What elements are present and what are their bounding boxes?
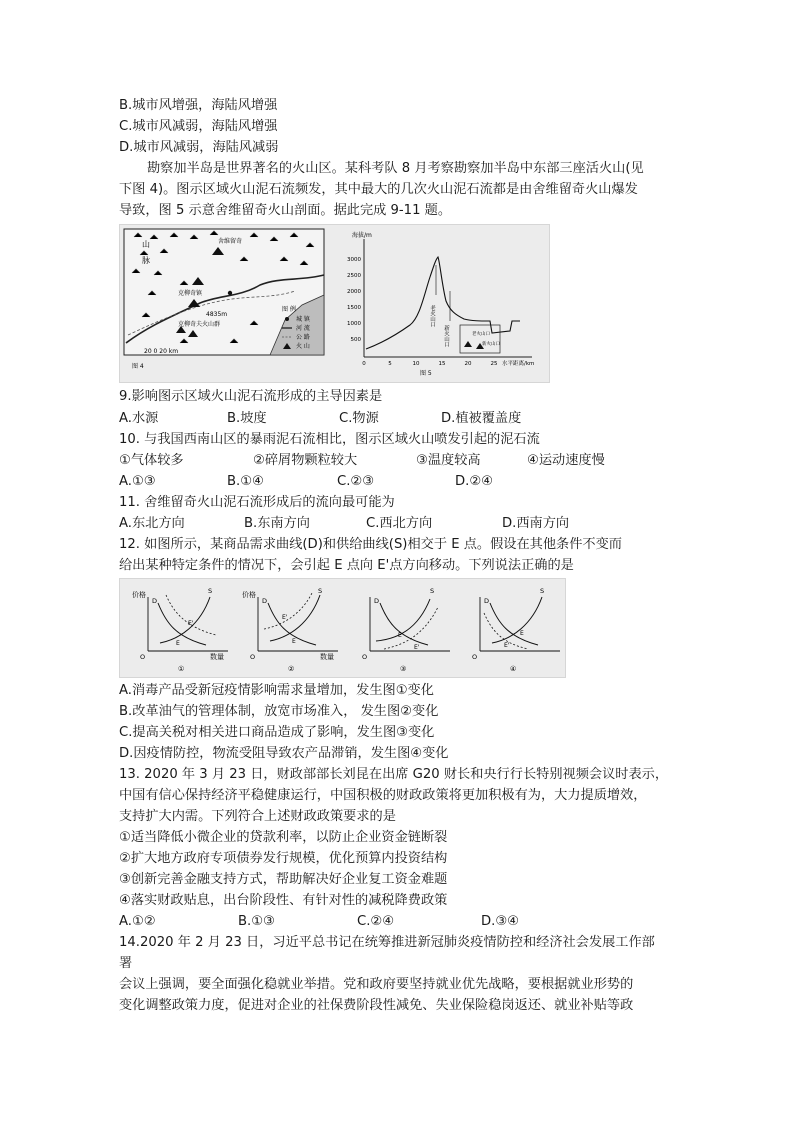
option-d: D.城市风减弱，海陆风减弱 — [119, 140, 279, 155]
q10-statement-1: ①气体较多 — [119, 453, 184, 468]
q11-option-b: B.东南方向 — [244, 516, 310, 531]
profile-ytick: 3000 — [347, 257, 361, 263]
map-label-height: 4835m — [206, 311, 228, 318]
chart-number-4: ④ — [510, 665, 517, 673]
origin-label: O — [140, 653, 146, 661]
legend-title: 图 例 — [282, 306, 296, 313]
profile-label-new: 新火山口 — [443, 325, 449, 347]
q10-statement-3: ③温度较高 — [416, 453, 481, 468]
e-label: E — [520, 630, 524, 637]
option-b: B.城市风增强，海陆风增强 — [119, 98, 278, 113]
profile-xticks — [362, 361, 498, 367]
d-label: D — [484, 597, 490, 605]
q9-option-c: C.物源 — [339, 411, 379, 426]
e-prime-label: E' — [188, 620, 194, 627]
supply-demand-svg — [120, 579, 565, 677]
option-c: C.城市风减弱，海陆风增强 — [119, 119, 278, 134]
profile-xtick: 20 — [464, 361, 472, 367]
e-prime-label: E' — [504, 642, 510, 649]
map-label-village: 克柳奇镇 — [178, 290, 203, 297]
demand-curve — [158, 603, 206, 645]
q14-stem-1: 14.2020 年 2 月 23 日，习近平总书记在统筹推进新冠肺炎疫情防控和经济社会发展工作部 — [119, 935, 655, 950]
q9-option-b: B.坡度 — [227, 411, 267, 426]
intro-line-3: 导致，图 5 示意舍维留奇火山剖面。据此完成 9-11 题。 — [119, 203, 452, 218]
q12-option-c: C.提高关税对相关进口商品造成了影响，发生图③变化 — [119, 725, 435, 740]
map-scale: 20 0 20 km — [144, 348, 179, 355]
e-label: E — [176, 640, 180, 647]
map-figure-4 — [124, 229, 324, 370]
origin-label: O — [472, 653, 478, 661]
quantity-label: 数量 — [320, 653, 334, 661]
q12-option-b: B.改革油气的管理体制，放宽市场准入， 发生图②变化 — [119, 704, 439, 719]
profile-xtick: 10 — [412, 361, 420, 367]
q10-option-d: D.②④ — [455, 474, 493, 489]
origin-label: O — [362, 653, 368, 661]
intro-line-2: 下图 4)。图示区域火山泥石流频发，其中最大的几次火山泥石流都是由舍维留奇火山爆发 — [119, 182, 638, 197]
chart-number-1: ① — [178, 665, 185, 673]
sd-chart-1 — [132, 587, 228, 673]
q12-option-a: A.消毒产品受新冠疫情影响需求量增加，发生图①变化 — [119, 683, 434, 698]
supply-curve — [160, 597, 210, 643]
q11-option-d: D.西南方向 — [502, 516, 570, 531]
profile-ytick: 500 — [350, 337, 361, 343]
q13-stem-1: 13. 2020 年 3 月 23 日，财政部部长刘昆在出席 G20 财长和央行行长特别视频会议时表示， — [119, 767, 669, 782]
map-label-volcano-b: 克柳奇夫火山群 — [178, 321, 221, 328]
q11-option-a: A.东北方向 — [119, 516, 185, 531]
profile-xtick: 5 — [388, 361, 392, 367]
figure-4-5 — [119, 224, 550, 383]
demand-curve — [490, 603, 538, 645]
profile-yticks — [347, 257, 361, 343]
profile-xtick: 0 — [362, 361, 366, 367]
profile-xtick: 15 — [438, 361, 446, 367]
q14-stem-2: 署 — [119, 956, 133, 971]
d-label: D — [152, 597, 158, 605]
q10-statement-2: ②碎屑物颗粒较大 — [253, 453, 358, 468]
s-label: S — [430, 587, 435, 595]
q9-stem: 9.影响图示区域火山泥石流形成的主导因素是 — [119, 389, 383, 404]
d-label: D — [262, 597, 268, 605]
q13-option-a: A.①② — [119, 914, 156, 929]
q10-option-c: C.②③ — [337, 474, 375, 489]
q13-statement-3: ③创新完善金融支持方式，帮助解决好企业复工资金难题 — [119, 872, 448, 887]
q13-statement-2: ②扩大地方政府专项债券发行规模，优化预算内投资结构 — [119, 851, 448, 866]
town-icon — [228, 291, 232, 295]
legend-item: 公 路 — [296, 334, 310, 341]
volcano-icon — [464, 341, 472, 347]
q13-stem-3: 支持扩大内需。下列符合上述财政政策要求的是 — [119, 809, 396, 824]
q10-option-a: A.①③ — [119, 474, 156, 489]
price-label: 价格 — [132, 591, 146, 599]
q11-stem: 11. 舍维留奇火山泥石流形成后的流向最可能为 — [119, 495, 395, 510]
q11-option-c: C.西北方向 — [366, 516, 433, 531]
profile-label-old: 老火山口 — [429, 305, 435, 327]
price-label: 价格 — [242, 591, 256, 599]
profile-ytick: 2500 — [347, 273, 361, 279]
supply-demand-figure — [119, 578, 566, 678]
map-title: 图 4 — [132, 363, 144, 370]
legend-town-icon — [285, 317, 289, 321]
e-label: E — [292, 638, 296, 645]
q13-stem-2: 中国有信心保持经济平稳健康运行，中国积极的财政政策将更加积极有为，大力提质增效， — [119, 788, 647, 803]
quantity-label: 数量 — [210, 653, 224, 661]
s-label: S — [318, 587, 323, 595]
profile-title: 图 5 — [420, 370, 432, 377]
map-label-ridge: 脉 — [142, 256, 150, 265]
profile-figure-5 — [347, 231, 534, 377]
q13-statement-4: ④落实财政贴息，出台阶段性、有针对性的减税降费政策 — [119, 893, 448, 908]
profile-xtick: 25 — [490, 361, 498, 367]
chart-number-3: ③ — [400, 665, 407, 673]
q12-stem-1: 12. 如图所示，某商品需求曲线(D)和供给曲线(S)相交于 E 点。假设在其他条件不变而 — [119, 537, 622, 552]
origin-label: O — [250, 653, 256, 661]
inset-label-new: 新火山口 — [482, 342, 500, 347]
q13-option-c: C.②④ — [357, 914, 395, 929]
e-prime-label: E' — [414, 644, 420, 651]
sd-chart-2 — [242, 587, 338, 673]
intro-line-1: 勘察加半岛是世界著名的火山区。某科考队 8 月考察勘察加半岛中东部三座活火山(见 — [147, 161, 644, 176]
map-label-volcano-a: 舍维留奇 — [218, 238, 243, 245]
supply-curve — [270, 595, 320, 641]
q10-option-b: B.①④ — [227, 474, 264, 489]
profile-ytick: 1000 — [347, 321, 361, 327]
supply-curve-shifted — [384, 607, 438, 649]
sd-chart-4 — [472, 587, 560, 673]
q13-option-b: B.①③ — [238, 914, 275, 929]
q12-option-d: D.因疫情防控，物流受阻导致农产品滞销，发生图④变化 — [119, 746, 449, 761]
q14-stem-4: 变化调整政策力度，促进对企业的社保费阶段性减免、失业保险稳岗返还、就业补贴等政 — [119, 998, 634, 1013]
q10-stem: 10. 与我国西南山区的暴雨泥石流相比，图示区域火山喷发引起的泥石流 — [119, 432, 540, 447]
supply-curve — [492, 597, 542, 643]
chart-number-2: ② — [288, 665, 295, 673]
q13-statement-1: ①适当降低小微企业的贷款利率，以防止企业资金链断裂 — [119, 830, 448, 845]
q12-stem-2: 给出某种特定条件的情况下，会引起 E 点向 E'点方向移动。下列说法正确的是 — [119, 558, 574, 573]
legend-item: 城 镇 — [296, 316, 310, 323]
q13-option-d: D.③④ — [481, 914, 519, 929]
q10-statement-4: ④运动速度慢 — [527, 453, 605, 468]
profile-xlabel: 水平距离/km — [502, 361, 535, 367]
inset-label-old: 老火山口 — [472, 332, 490, 337]
e-prime-label: E' — [282, 614, 288, 621]
s-label: S — [540, 587, 545, 595]
figure-4-5-svg — [120, 225, 549, 382]
q9-option-a: A.水源 — [119, 411, 159, 426]
q14-stem-3: 会议上强调，要全面强化稳就业举措。党和政府要坚持就业优先战略，要根据就业形势的 — [119, 977, 634, 992]
s-label: S — [208, 587, 213, 595]
legend-item: 河 流 — [296, 325, 310, 332]
profile-ytick: 2000 — [347, 289, 361, 295]
map-label-mountain: 山 — [142, 240, 150, 249]
profile-ylabel: 海拔/m — [352, 232, 372, 239]
profile-ytick: 1500 — [347, 305, 361, 311]
sd-chart-3 — [362, 587, 450, 673]
d-label: D — [374, 597, 380, 605]
q9-option-d: D.植被覆盖度 — [441, 411, 522, 426]
e-label: E — [398, 632, 402, 639]
legend-item: 火 山 — [296, 343, 310, 350]
